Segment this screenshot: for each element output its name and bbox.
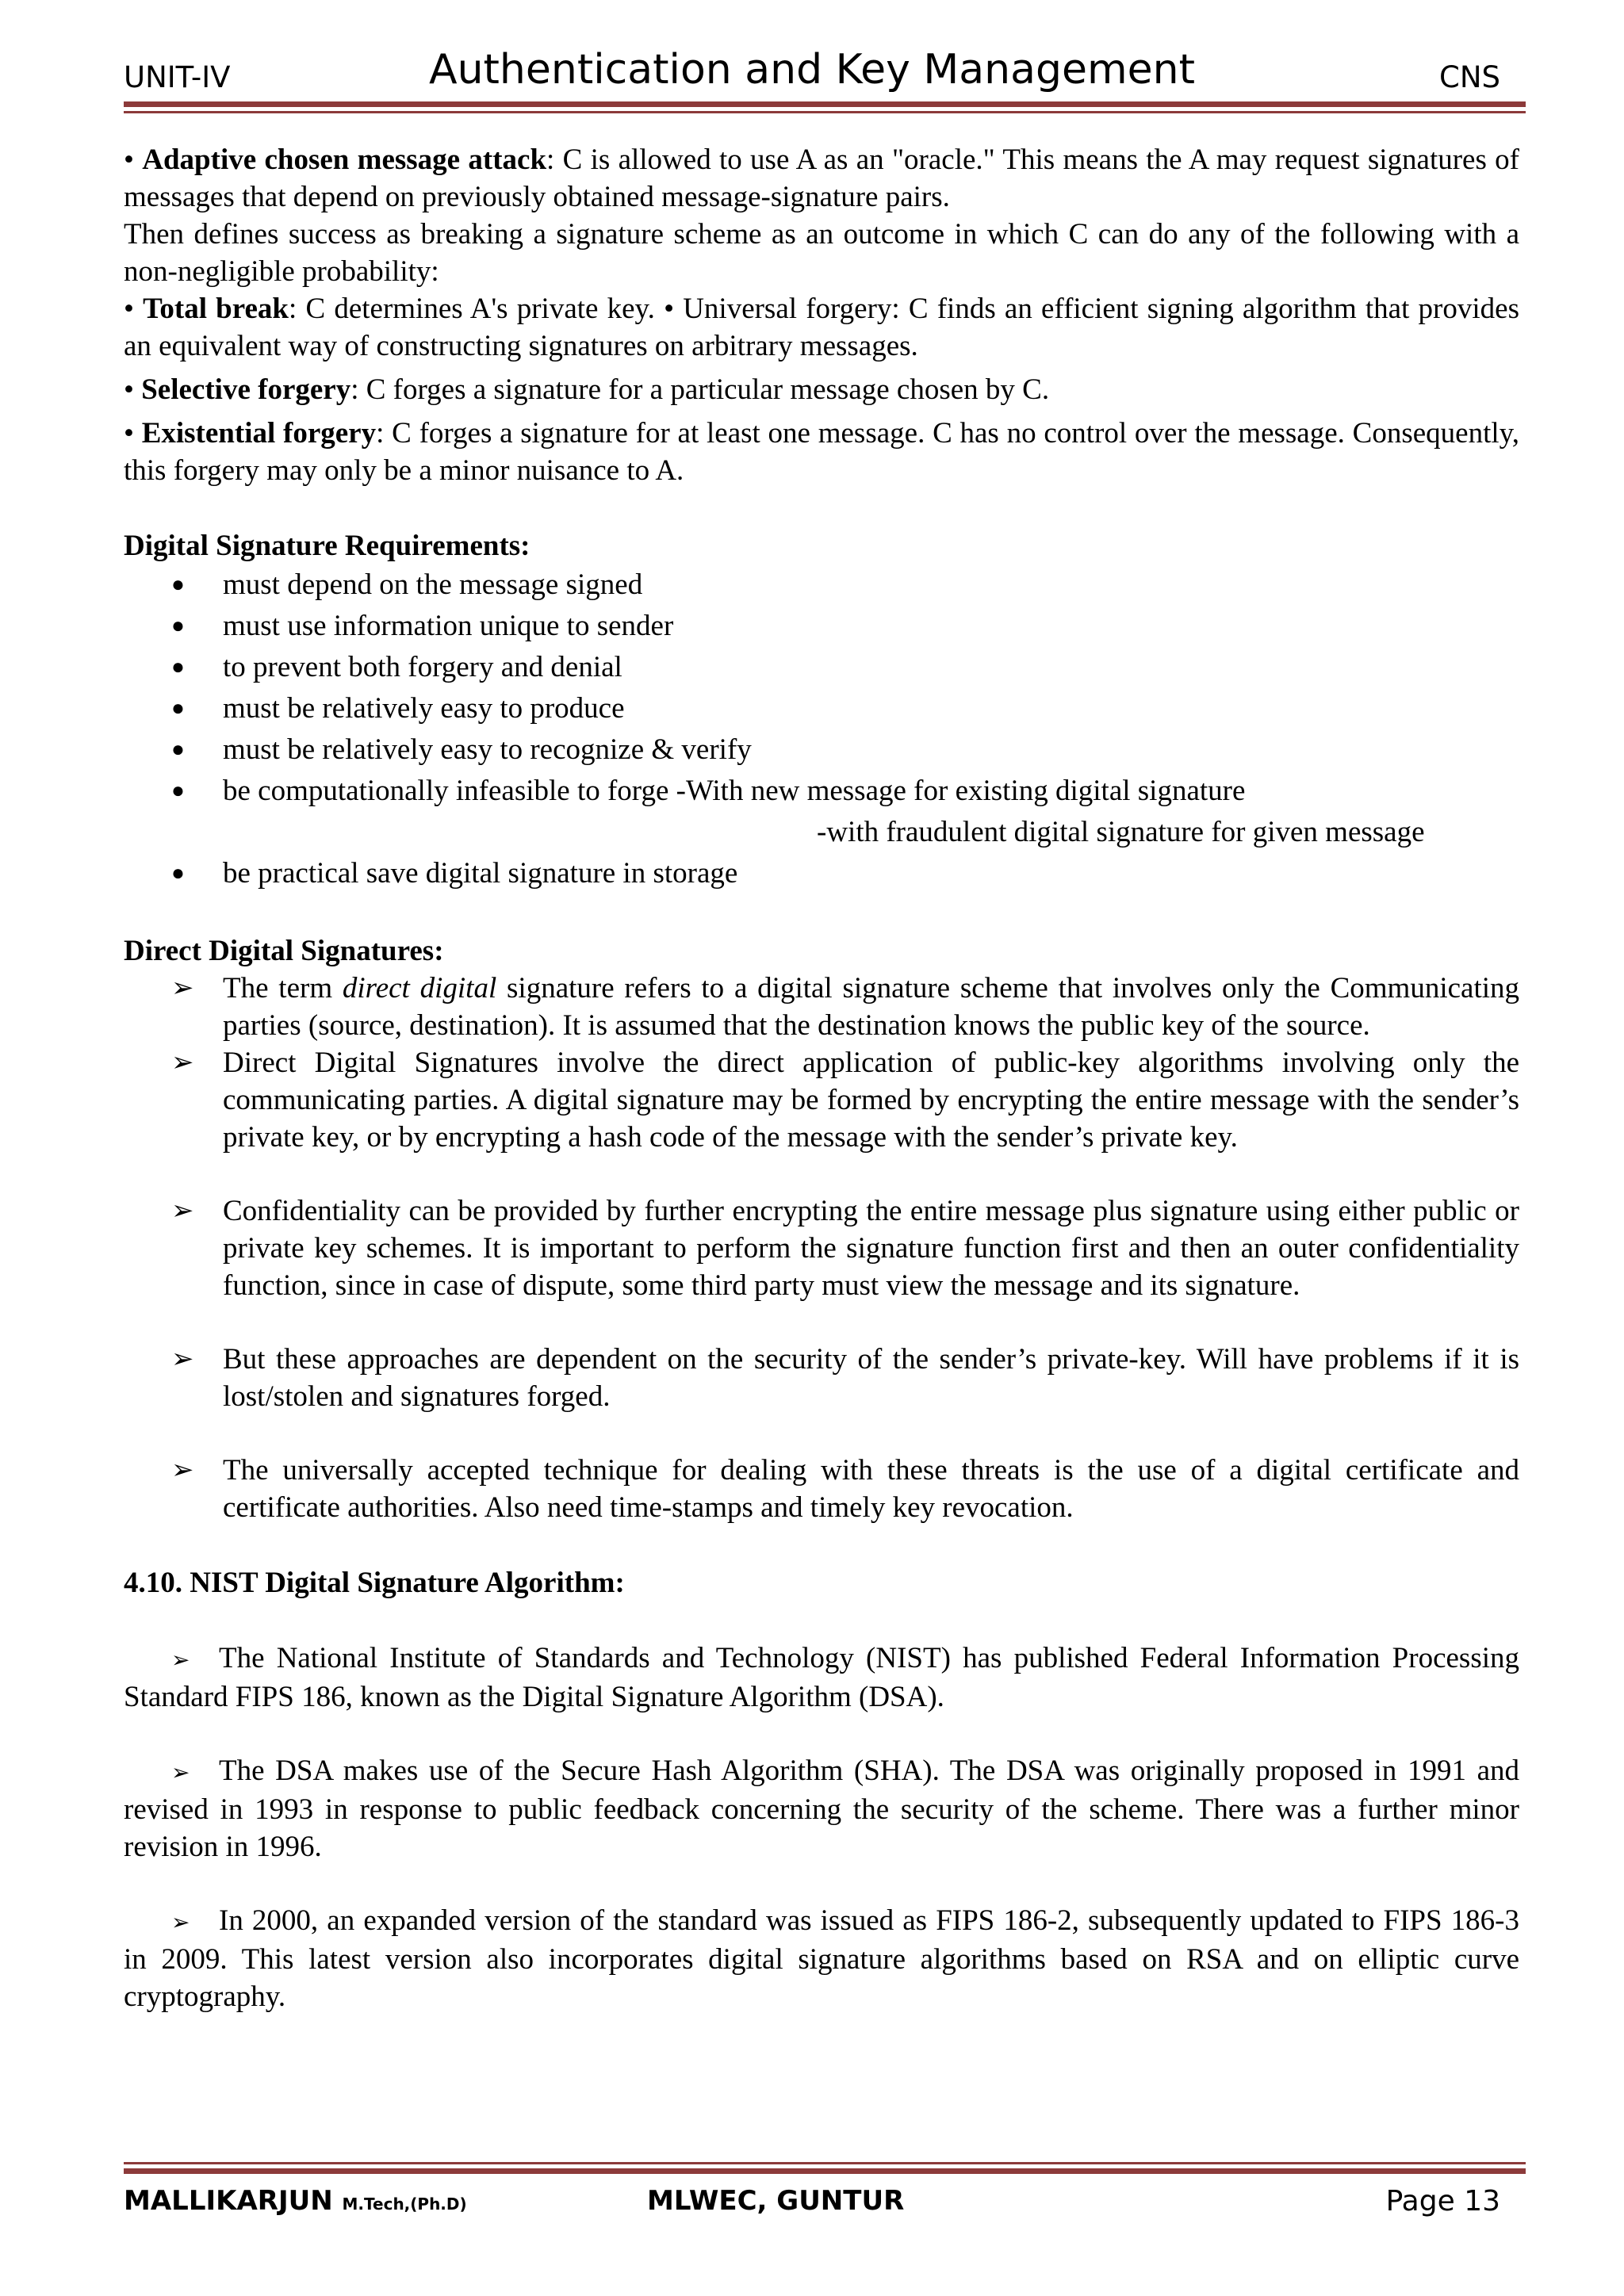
page-header xyxy=(124,46,1500,101)
existential-forgery-text: : C forges a signature for at least one message. C has no control over the message. Consequently, this forgery may only be a minor nuisance to A. xyxy=(124,417,1519,487)
nist-text: The National Institute of Standards and Technology (NIST) has published Federal Information Processing Standard FIPS 186, known as the Digital Signature Algorithm (DSA). xyxy=(124,1642,1519,1713)
requirements-heading: Digital Signature Requirements: xyxy=(124,530,530,562)
list-item-text: must be relatively easy to recognize & verify xyxy=(223,733,752,766)
total-break-paragraph: • Total break: C determines A's private key. • Universal forgery: C finds an efficient signing algorithm that provides an equivalent way of constructing signatures on arbitrary messages. xyxy=(124,293,1519,362)
header-subject: CNS xyxy=(1439,60,1500,94)
footer-rule-thin xyxy=(124,2162,1526,2164)
header-title: Authentication and Key Management xyxy=(429,46,1195,94)
arrow-bullet-icon: ➢ xyxy=(171,1195,194,1226)
footer-author xyxy=(124,2185,467,2217)
nist-paragraph-2 xyxy=(124,1752,1519,1866)
list-item-text: But these approaches are dependent on the security of the sender’s private-key. Will have problems if it is lost/stolen and signatures forged. xyxy=(223,1343,1519,1413)
list-item xyxy=(124,688,1519,729)
list-item-continuation: -with fraudulent digital signature for given message xyxy=(817,816,1425,848)
list-item xyxy=(124,647,1519,688)
arrow-bullet-icon: ➢ xyxy=(171,1909,190,1935)
direct-signatures-list-cont xyxy=(124,1341,1519,1415)
list-item xyxy=(124,564,1519,606)
list-item-text: be practical save digital signature in storage xyxy=(223,857,738,890)
bullet-icon: ● xyxy=(171,861,185,886)
list-item-text: The universally accepted technique for dealing with these threats is the use of a digital certificate and certificate authorities. Also need time-stamps and timely key revocation. xyxy=(223,1454,1519,1524)
arrow-bullet-icon: ➢ xyxy=(171,1759,190,1785)
selective-forgery-paragraph: • Selective forgery: C forges a signature for a particular message chosen by C. xyxy=(124,373,1050,406)
list-item-text: be computationally infeasible to forge -With new message for existing digital signature xyxy=(223,775,1246,807)
list-item-emphasis: direct digital xyxy=(342,972,497,1004)
nist-text: In 2000, an expanded version of the standard was issued as FIPS 186-2, subsequently updated to FIPS 186-3 in 2009. This latest version also incorporates digital signature algorithms based on RSA and on elliptic curve cryptography. xyxy=(124,1904,1519,2013)
list-item xyxy=(124,853,1519,894)
footer-college: MLWEC, GUNTUR xyxy=(647,2185,905,2217)
existential-forgery-label: Existential forgery xyxy=(141,417,377,450)
existential-forgery-paragraph: • Existential forgery: C forges a signature for at least one message. C has no control over the message. Consequently, this forgery may only be a minor nuisance to A. xyxy=(124,417,1519,487)
page-number: Page 13 xyxy=(1385,2185,1500,2218)
list-item-text: must depend on the message signed xyxy=(223,568,643,601)
nist-heading: 4.10. NIST Digital Signature Algorithm: xyxy=(124,1567,625,1599)
author-name: MALLIKARJUN xyxy=(124,2185,333,2217)
list-item xyxy=(124,729,1519,771)
list-item xyxy=(124,606,1519,647)
list-item-text: to prevent both forgery and denial xyxy=(223,651,622,683)
adaptive-attack-paragraph: • Adaptive chosen message attack: C is allowed to use A as an "oracle." This means the A may request signatures of messages that depend on previously obtained message-signature pairs. xyxy=(124,144,1519,213)
list-item xyxy=(124,1452,1519,1526)
requirements-list xyxy=(124,564,1519,894)
list-item-text: Direct Digital Signatures involve the direct application of public-key algorithms involving only the communicating parties. A digital signature may be formed by encrypting the entire message with the sender’s private key, or by encrypting a hash code of the message with the sender’s private key. xyxy=(223,1047,1519,1154)
list-item xyxy=(124,1341,1519,1415)
direct-signatures-list-cont xyxy=(124,1452,1519,1526)
selective-forgery-text: : C forges a signature for a particular message chosen by C. xyxy=(350,373,1050,406)
arrow-bullet-icon: ➢ xyxy=(171,1343,194,1375)
total-break-text: : C determines A's private key. • Universal forgery: C finds an efficient signing algorithm that provides an equivalent way of constructing signatures on arbitrary messages. xyxy=(124,293,1519,362)
success-paragraph: Then defines success as breaking a signature scheme as an outcome in which C can do any of the following with a non-negligible probability: xyxy=(124,218,1519,288)
list-item xyxy=(124,1192,1519,1304)
bullet-icon: ● xyxy=(171,655,185,679)
bullet-icon: ● xyxy=(171,779,185,803)
header-unit: UNIT-IV xyxy=(124,60,231,94)
arrow-bullet-icon: ➢ xyxy=(171,972,194,1004)
list-item-text: The term xyxy=(223,972,343,1004)
author-credentials: M.Tech,(Ph.D) xyxy=(342,2195,467,2214)
list-item xyxy=(124,771,1519,853)
nist-paragraph-1 xyxy=(124,1640,1519,1716)
nist-text: The DSA makes use of the Secure Hash Algorithm (SHA). The DSA was originally proposed in 1991 and revised in 1993 in response to public feedback concerning the security of the scheme. There was a further minor revision in 1996. xyxy=(124,1755,1519,1863)
direct-signatures-heading: Direct Digital Signatures: xyxy=(124,935,444,967)
direct-signatures-list xyxy=(124,970,1519,1156)
adaptive-attack-label: Adaptive chosen message attack xyxy=(142,144,547,176)
adaptive-attack-text: : C is allowed to use A as an "oracle." This means the A may request signatures of messages that depend on previously obtained message-signature pairs. xyxy=(124,144,1519,213)
list-item-text: must use information unique to sender xyxy=(223,610,674,642)
page-footer xyxy=(124,2182,1526,2221)
list-item-text: signature refers to a digital signature scheme that involves only the Communicating parties (source, destination). It is assumed that the destination knows the public key of the source. xyxy=(223,972,1519,1042)
list-item xyxy=(124,970,1519,1044)
list-item-text: Confidentiality can be provided by further encrypting the entire message plus signature using either public or private key schemes. It is important to perform the signature function first and then an outer confidentiality function, since in case of dispute, some third party must view the message and its signature. xyxy=(223,1195,1519,1302)
bullet-icon: ● xyxy=(171,737,185,762)
footer-rule-thick xyxy=(124,2168,1526,2174)
direct-signatures-list-cont xyxy=(124,1192,1519,1304)
nist-paragraph-3 xyxy=(124,1902,1519,2015)
selective-forgery-label: Selective forgery xyxy=(141,373,351,406)
page-body xyxy=(124,141,1519,2015)
total-break-label: Total break xyxy=(143,293,289,325)
list-item xyxy=(124,1044,1519,1156)
arrow-bullet-icon: ➢ xyxy=(171,1647,190,1673)
bullet-icon: ● xyxy=(171,696,185,721)
list-item-text: must be relatively easy to produce xyxy=(223,692,625,725)
bullet-icon: ● xyxy=(171,572,185,597)
header-rule-thick xyxy=(124,101,1526,107)
header-rule-thin xyxy=(124,111,1526,113)
arrow-bullet-icon: ➢ xyxy=(171,1047,194,1078)
arrow-bullet-icon: ➢ xyxy=(171,1454,194,1486)
bullet-icon: ● xyxy=(171,614,185,638)
